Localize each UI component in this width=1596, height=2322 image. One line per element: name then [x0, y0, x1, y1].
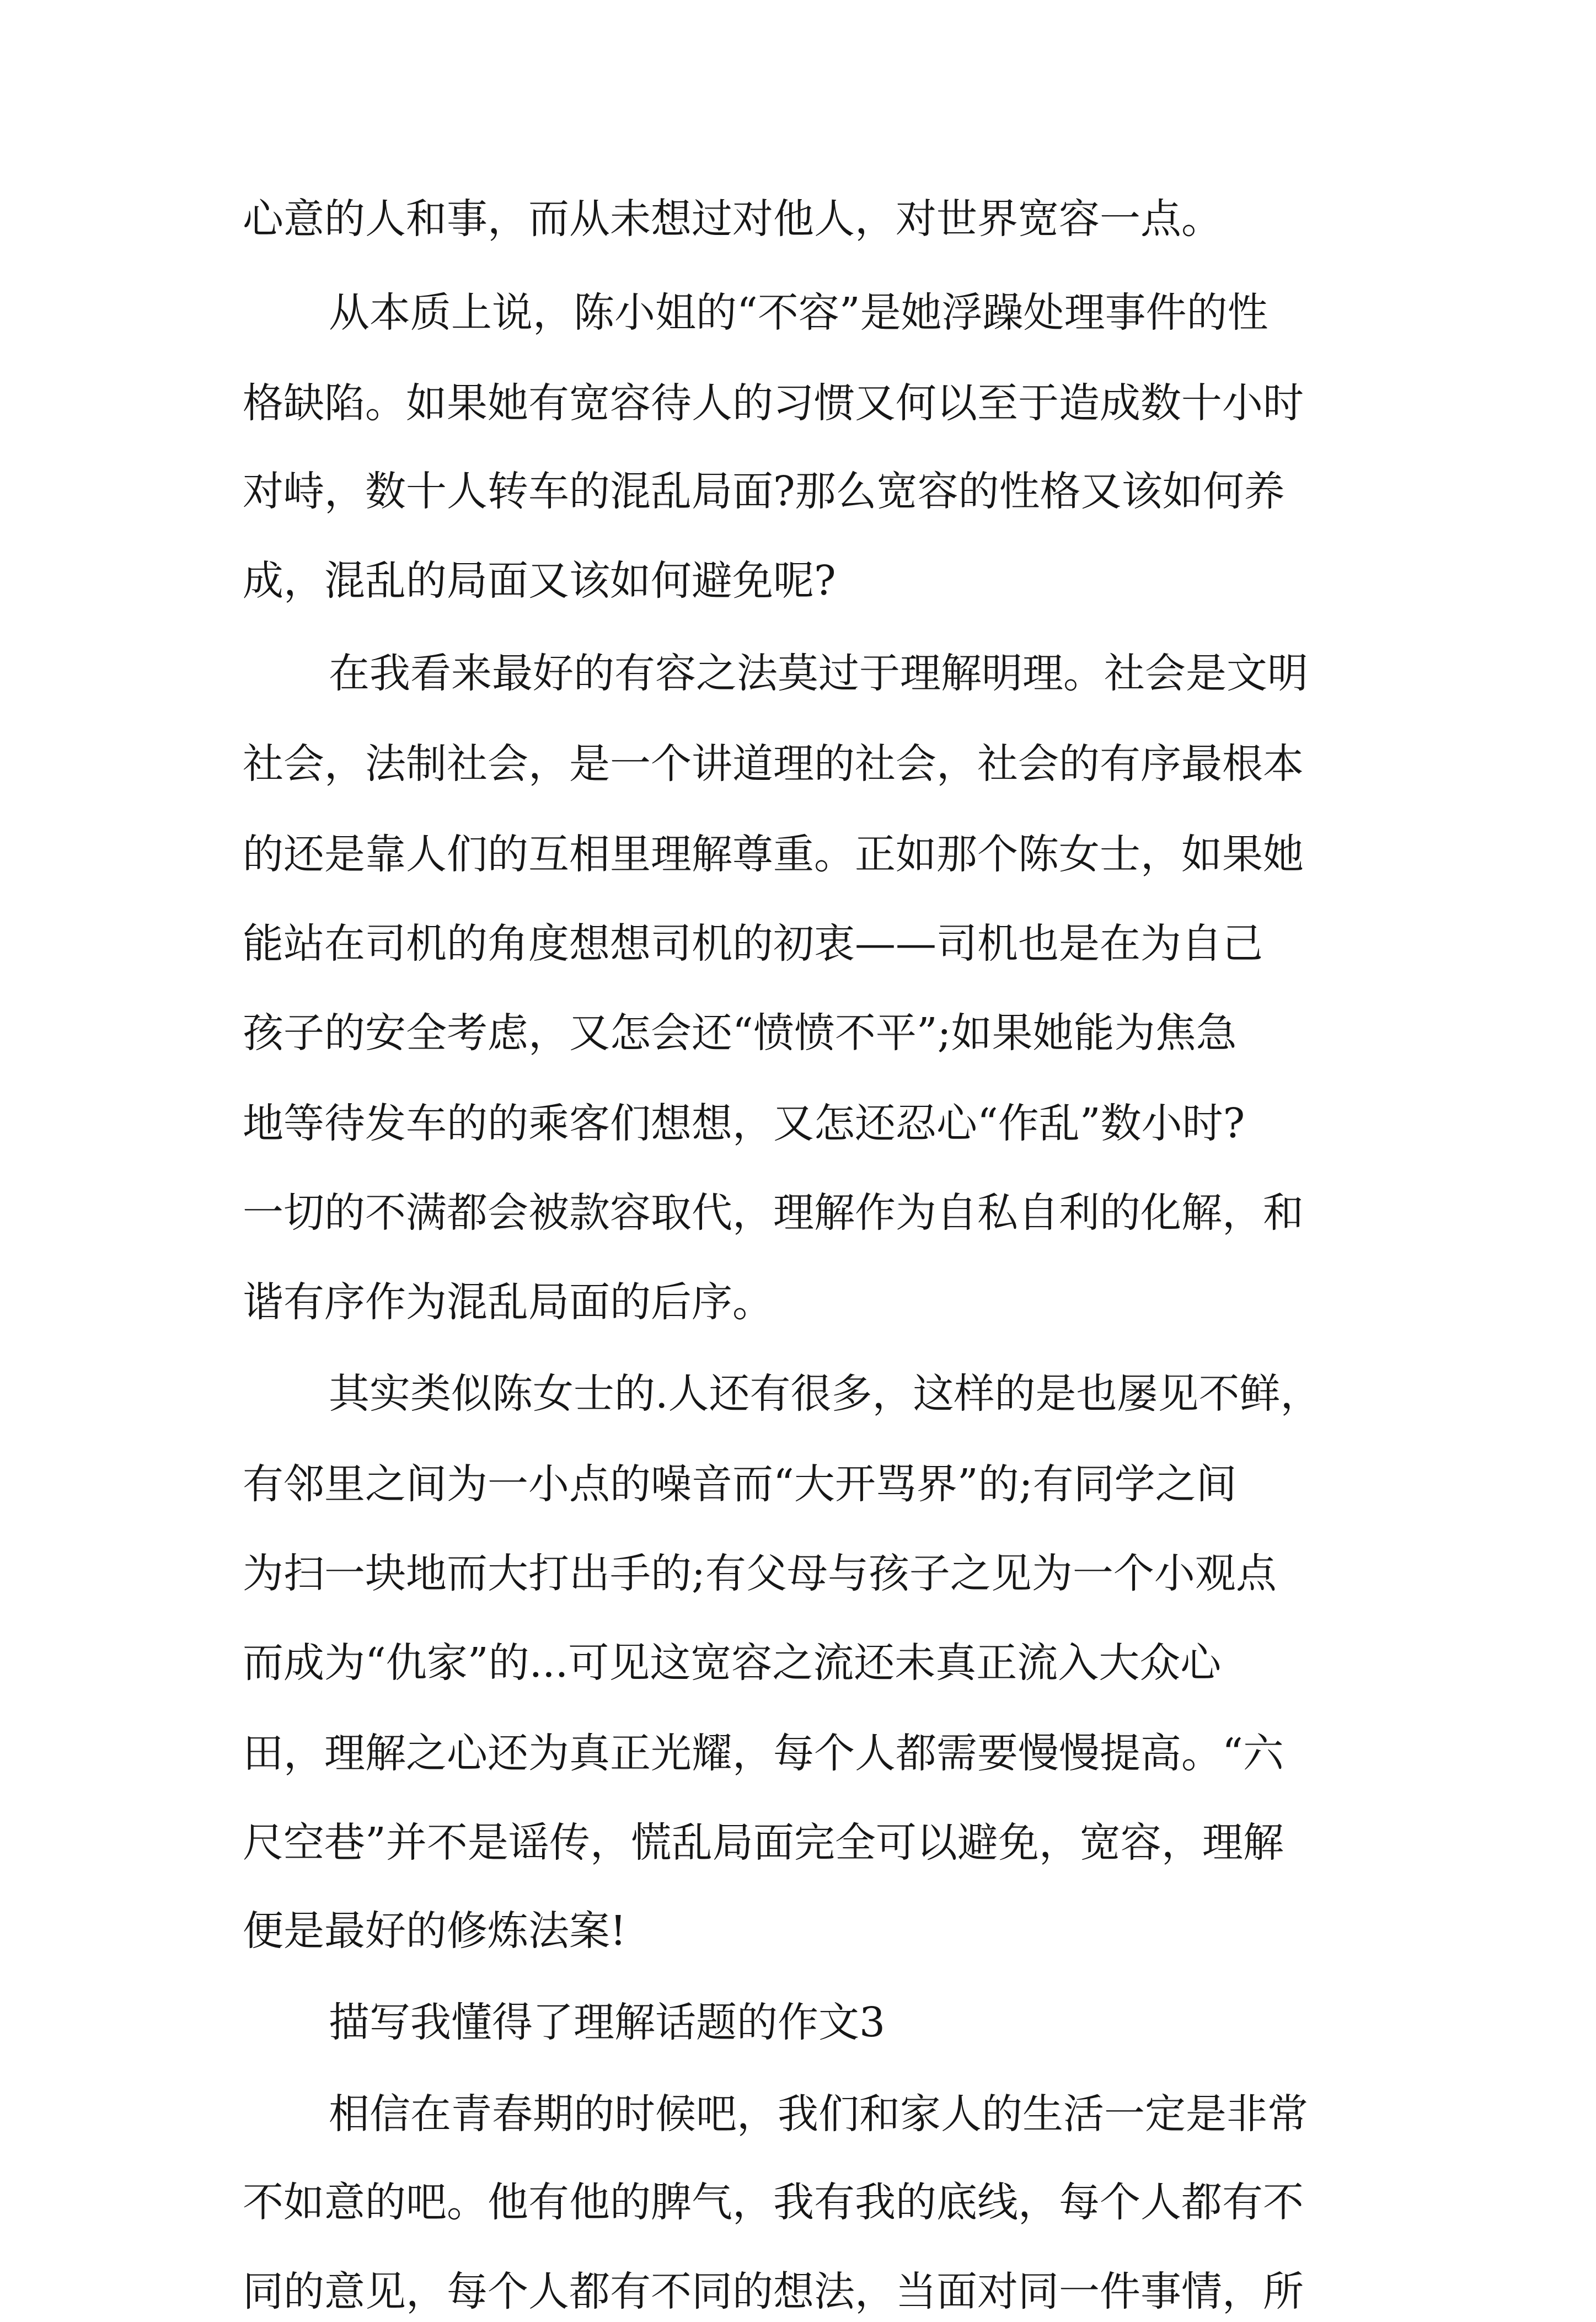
paragraph-line: 田，理解之心还为真正光耀，每个人都需要慢慢提高。“六 — [243, 1730, 1284, 1777]
continuation-line: 心意的人和事，而从未想过对他人，对世界宽容一点。 — [243, 195, 1222, 243]
paragraph-line: 同的意见，每个人都有不同的想法，当面对同一件事情，所 — [243, 2268, 1304, 2315]
paragraph-line: 社会，法制社会，是一个讲道理的社会，社会的有序最根本 — [243, 740, 1304, 788]
paragraph-line: 孩子的安全考虑，又怎会还“愤愤不平”;如果她能为焦急 — [243, 1009, 1237, 1057]
paragraph-line: 的还是靠人们的互相里理解尊重。正如那个陈女士，如果她 — [243, 831, 1304, 878]
paragraph-line: 一切的不满都会被款容取代，理解作为自私自利的化解，和 — [243, 1189, 1304, 1237]
paragraph-line: 在我看来最好的有容之法莫过于理解明理。社会是文明 — [329, 650, 1308, 697]
paragraph-line: 便是最好的修炼法案! — [243, 1907, 626, 1955]
paragraph-line: 地等待发车的的乘客们想想，又怎还忍心“作乱”数小时? — [243, 1100, 1245, 1147]
paragraph-line: 能站在司机的角度想想司机的初衷——司机也是在为自己 — [243, 920, 1263, 967]
paragraph-line: 其实类似陈女士的.人还有很多，这样的是也屡见不鲜， — [329, 1370, 1321, 1417]
paragraph-line: 从本质上说，陈小姐的“不容”是她浮躁处理事件的性 — [329, 289, 1268, 336]
paragraph-line: 成，混乱的局面又该如何避免呢? — [243, 557, 836, 604]
paragraph-line: 为扫一块地而大打出手的;有父母与孩子之见为一个小观点 — [243, 1550, 1277, 1597]
paragraph-line: 对峙，数十人转车的混乱局面?那么宽容的性格又该如何养 — [243, 468, 1285, 515]
paragraph-line: 尺空巷”并不是谣传，慌乱局面完全可以避免，宽容，理解 — [243, 1819, 1284, 1866]
paragraph-line: 格缺陷。如果她有宽容待人的习惯又何以至于造成数十小时 — [243, 379, 1304, 427]
paragraph-line: 相信在青春期的时候吧，我们和家人的生活一定是非常 — [329, 2090, 1308, 2138]
paragraph-line: 而成为“仇家”的...可见这宽容之流还未真正流入大众心 — [243, 1639, 1222, 1687]
paragraph-line: 谐有序作为混乱局面的后序。 — [243, 1278, 773, 1326]
paragraph-line: 有邻里之间为一小点的噪音而“大开骂界”的;有同学之间 — [243, 1460, 1237, 1508]
section-heading: 描写我懂得了理解话题的作文3 — [329, 1999, 886, 2046]
paragraph-line: 不如意的吧。他有他的脾气，我有我的底线，每个人都有不 — [243, 2179, 1304, 2226]
